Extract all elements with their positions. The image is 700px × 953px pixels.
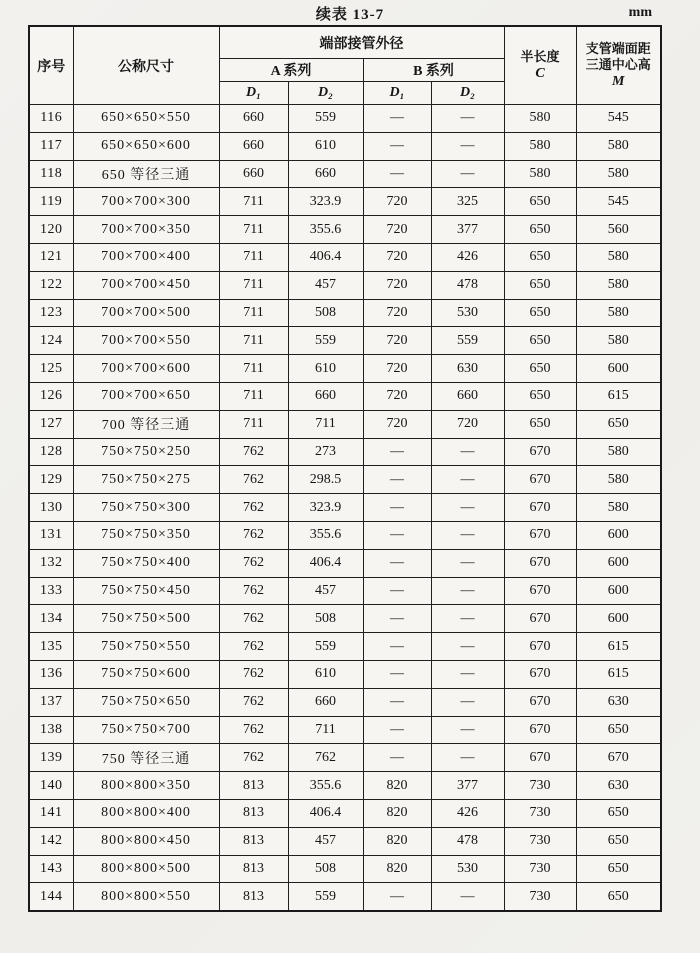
- cell-series-b-d1: —: [363, 438, 431, 466]
- cell-nominal-size: 750×750×600: [73, 660, 219, 688]
- cell-series-b-d1: 820: [363, 827, 431, 855]
- cell-center-height-m: 650: [576, 716, 661, 744]
- cell-nominal-size: 800×800×500: [73, 855, 219, 883]
- cell-series-b-d2: —: [431, 105, 504, 133]
- cell-series-b-d1: 720: [363, 188, 431, 216]
- cell-center-height-m: 580: [576, 466, 661, 494]
- cell-series-b-d1: —: [363, 466, 431, 494]
- cell-center-height-m: 630: [576, 772, 661, 800]
- cell-half-length-c: 650: [504, 243, 576, 271]
- table-row: [29, 188, 661, 216]
- cell-series-a-d1: 711: [219, 355, 288, 383]
- cell-series-b-d1: —: [363, 688, 431, 716]
- table-row: [29, 243, 661, 271]
- cell-nominal-size: 750×750×250: [73, 438, 219, 466]
- cell-half-length-c: 650: [504, 355, 576, 383]
- cell-series-b-d1: —: [363, 605, 431, 633]
- cell-nominal-size: 700 等径三通: [73, 410, 219, 438]
- cell-center-height-m: 545: [576, 188, 661, 216]
- cell-series-a-d1: 762: [219, 633, 288, 661]
- cell-center-height-m: 650: [576, 410, 661, 438]
- cell-nominal-size: 800×800×350: [73, 772, 219, 800]
- cell-series-a-d1: 762: [219, 716, 288, 744]
- cell-series-a-d1: 813: [219, 827, 288, 855]
- cell-center-height-m: 600: [576, 549, 661, 577]
- cell-nominal-size: 800×800×550: [73, 883, 219, 911]
- col-header-series-a: A 系列: [219, 59, 363, 82]
- cell-series-b-d1: 820: [363, 855, 431, 883]
- cell-series-a-d2: 610: [288, 355, 363, 383]
- col-header-end-pipe-od: 端部接管外径: [219, 26, 504, 59]
- cell-series-b-d2: 660: [431, 382, 504, 410]
- cell-series-a-d2: 559: [288, 327, 363, 355]
- cell-series-a-d2: 508: [288, 855, 363, 883]
- cell-series-b-d2: 377: [431, 772, 504, 800]
- cell-nominal-size: 750×750×450: [73, 577, 219, 605]
- cell-center-height-m: 580: [576, 494, 661, 522]
- cell-half-length-c: 730: [504, 799, 576, 827]
- table-row: [29, 855, 661, 883]
- cell-half-length-c: 580: [504, 105, 576, 133]
- table-row: [29, 105, 661, 133]
- table-row: [29, 744, 661, 772]
- cell-series-a-d1: 711: [219, 410, 288, 438]
- cell-nominal-size: 800×800×450: [73, 827, 219, 855]
- cell-half-length-c: 670: [504, 577, 576, 605]
- cell-series-b-d1: 820: [363, 772, 431, 800]
- cell-center-height-m: 670: [576, 744, 661, 772]
- half-length-symbol: C: [535, 65, 545, 81]
- cell-series-b-d1: —: [363, 105, 431, 133]
- cell-series-b-d1: 720: [363, 299, 431, 327]
- cell-series-b-d2: —: [431, 577, 504, 605]
- cell-series-a-d2: 660: [288, 160, 363, 188]
- cell-series-b-d1: —: [363, 883, 431, 911]
- table-row: [29, 772, 661, 800]
- cell-serial: 137: [29, 688, 73, 716]
- cell-serial: 130: [29, 494, 73, 522]
- cell-series-a-d1: 762: [219, 494, 288, 522]
- cell-series-a-d2: 508: [288, 605, 363, 633]
- table-row: [29, 577, 661, 605]
- cell-nominal-size: 700×700×350: [73, 216, 219, 244]
- cell-series-a-d2: 762: [288, 744, 363, 772]
- cell-half-length-c: 730: [504, 827, 576, 855]
- cell-center-height-m: 615: [576, 633, 661, 661]
- cell-half-length-c: 650: [504, 410, 576, 438]
- cell-half-length-c: 670: [504, 660, 576, 688]
- cell-series-b-d2: —: [431, 605, 504, 633]
- table-row: [29, 132, 661, 160]
- cell-series-b-d2: —: [431, 716, 504, 744]
- cell-series-a-d1: 813: [219, 883, 288, 911]
- cell-series-b-d2: 478: [431, 271, 504, 299]
- cell-series-a-d1: 813: [219, 772, 288, 800]
- cell-series-b-d1: —: [363, 549, 431, 577]
- cell-series-b-d1: 720: [363, 216, 431, 244]
- cell-series-b-d1: —: [363, 660, 431, 688]
- cell-center-height-m: 615: [576, 660, 661, 688]
- cell-serial: 129: [29, 466, 73, 494]
- cell-series-b-d2: 720: [431, 410, 504, 438]
- cell-series-a-d2: 298.5: [288, 466, 363, 494]
- cell-half-length-c: 670: [504, 438, 576, 466]
- table-row: [29, 438, 661, 466]
- cell-nominal-size: 800×800×400: [73, 799, 219, 827]
- cell-series-b-d1: —: [363, 744, 431, 772]
- table-row: [29, 327, 661, 355]
- table-row: [29, 355, 661, 383]
- table-row: [29, 160, 661, 188]
- cell-series-a-d1: 762: [219, 660, 288, 688]
- cell-serial: 141: [29, 799, 73, 827]
- table-row: [29, 382, 661, 410]
- cell-series-a-d1: 762: [219, 521, 288, 549]
- cell-center-height-m: 600: [576, 605, 661, 633]
- table-caption: 续表 13-7: [315, 7, 385, 23]
- cell-series-a-d1: 660: [219, 105, 288, 133]
- cell-series-a-d2: 610: [288, 660, 363, 688]
- cell-series-b-d1: —: [363, 160, 431, 188]
- cell-series-b-d2: —: [431, 466, 504, 494]
- cell-series-b-d2: —: [431, 160, 504, 188]
- cell-series-a-d2: 660: [288, 382, 363, 410]
- cell-series-b-d2: 426: [431, 799, 504, 827]
- cell-serial: 120: [29, 216, 73, 244]
- cell-center-height-m: 560: [576, 216, 661, 244]
- cell-series-a-d1: 762: [219, 605, 288, 633]
- cell-center-height-m: 545: [576, 105, 661, 133]
- table-row: [29, 688, 661, 716]
- cell-center-height-m: 580: [576, 327, 661, 355]
- cell-series-a-d2: 508: [288, 299, 363, 327]
- cell-center-height-m: 650: [576, 883, 661, 911]
- cell-center-height-m: 650: [576, 799, 661, 827]
- cell-serial: 116: [29, 105, 73, 133]
- cell-half-length-c: 670: [504, 466, 576, 494]
- cell-series-a-d2: 610: [288, 132, 363, 160]
- cell-series-b-d2: —: [431, 744, 504, 772]
- cell-series-a-d1: 660: [219, 160, 288, 188]
- cell-nominal-size: 700×700×550: [73, 327, 219, 355]
- cell-series-b-d1: —: [363, 577, 431, 605]
- cell-center-height-m: 580: [576, 299, 661, 327]
- col-header-series-b: B 系列: [363, 59, 504, 82]
- cell-series-a-d1: 762: [219, 577, 288, 605]
- cell-series-b-d2: —: [431, 688, 504, 716]
- cell-series-b-d2: —: [431, 494, 504, 522]
- cell-series-b-d2: 325: [431, 188, 504, 216]
- cell-half-length-c: 650: [504, 188, 576, 216]
- cell-series-b-d2: —: [431, 132, 504, 160]
- cell-series-b-d2: 530: [431, 855, 504, 883]
- cell-nominal-size: 750 等径三通: [73, 744, 219, 772]
- cell-series-a-d2: 406.4: [288, 549, 363, 577]
- cell-series-b-d2: 426: [431, 243, 504, 271]
- cell-series-a-d2: 355.6: [288, 521, 363, 549]
- cell-half-length-c: 670: [504, 494, 576, 522]
- cell-nominal-size: 650×650×550: [73, 105, 219, 133]
- cell-nominal-size: 750×750×500: [73, 605, 219, 633]
- table-row: [29, 466, 661, 494]
- cell-half-length-c: 670: [504, 716, 576, 744]
- cell-center-height-m: 580: [576, 160, 661, 188]
- cell-series-a-d1: 711: [219, 382, 288, 410]
- cell-series-b-d1: —: [363, 132, 431, 160]
- cell-series-a-d1: 762: [219, 466, 288, 494]
- cell-series-b-d2: —: [431, 438, 504, 466]
- cell-series-b-d1: 720: [363, 243, 431, 271]
- col-header-b-d1: D₁: [363, 82, 431, 105]
- cell-series-b-d2: —: [431, 549, 504, 577]
- cell-nominal-size: 650×650×600: [73, 132, 219, 160]
- cell-serial: 121: [29, 243, 73, 271]
- cell-series-a-d2: 711: [288, 410, 363, 438]
- cell-series-b-d2: 530: [431, 299, 504, 327]
- cell-half-length-c: 650: [504, 271, 576, 299]
- cell-series-a-d2: 559: [288, 633, 363, 661]
- col-header-b-d2: D₂: [431, 82, 504, 105]
- cell-half-length-c: 650: [504, 382, 576, 410]
- cell-half-length-c: 670: [504, 633, 576, 661]
- cell-series-a-d2: 559: [288, 883, 363, 911]
- cell-serial: 118: [29, 160, 73, 188]
- cell-center-height-m: 600: [576, 355, 661, 383]
- cell-series-b-d1: —: [363, 716, 431, 744]
- cell-series-b-d2: —: [431, 633, 504, 661]
- cell-nominal-size: 750×750×550: [73, 633, 219, 661]
- cell-serial: 127: [29, 410, 73, 438]
- cell-series-b-d2: —: [431, 521, 504, 549]
- cell-half-length-c: 670: [504, 549, 576, 577]
- cell-series-a-d1: 711: [219, 271, 288, 299]
- cell-serial: 138: [29, 716, 73, 744]
- cell-series-a-d2: 323.9: [288, 188, 363, 216]
- cell-series-a-d1: 813: [219, 799, 288, 827]
- cell-nominal-size: 750×750×275: [73, 466, 219, 494]
- cell-half-length-c: 650: [504, 327, 576, 355]
- cell-series-b-d2: 478: [431, 827, 504, 855]
- cell-nominal-size: 750×750×350: [73, 521, 219, 549]
- cell-center-height-m: 650: [576, 827, 661, 855]
- cell-half-length-c: 670: [504, 744, 576, 772]
- cell-series-a-d2: 273: [288, 438, 363, 466]
- cell-center-height-m: 600: [576, 577, 661, 605]
- cell-series-a-d2: 406.4: [288, 799, 363, 827]
- cell-series-a-d2: 457: [288, 827, 363, 855]
- cell-serial: 125: [29, 355, 73, 383]
- cell-serial: 117: [29, 132, 73, 160]
- cell-series-b-d1: 720: [363, 327, 431, 355]
- cell-half-length-c: 730: [504, 772, 576, 800]
- cell-serial: 132: [29, 549, 73, 577]
- cell-series-b-d1: —: [363, 633, 431, 661]
- cell-center-height-m: 580: [576, 132, 661, 160]
- cell-series-a-d1: 711: [219, 188, 288, 216]
- cell-nominal-size: 750×750×700: [73, 716, 219, 744]
- cell-series-a-d2: 406.4: [288, 243, 363, 271]
- table-row: [29, 299, 661, 327]
- cell-series-b-d1: 720: [363, 271, 431, 299]
- cell-half-length-c: 670: [504, 605, 576, 633]
- half-length-label: 半长度: [520, 48, 560, 64]
- cell-serial: 126: [29, 382, 73, 410]
- cell-serial: 119: [29, 188, 73, 216]
- cell-nominal-size: 700×700×650: [73, 382, 219, 410]
- cell-series-a-d2: 660: [288, 688, 363, 716]
- cell-series-a-d1: 711: [219, 299, 288, 327]
- cell-series-a-d2: 323.9: [288, 494, 363, 522]
- unit-label: mm: [628, 5, 652, 20]
- col-header-a-d2: D₂: [288, 82, 363, 105]
- cell-series-a-d2: 355.6: [288, 772, 363, 800]
- table-row: [29, 883, 661, 911]
- table-row: [29, 827, 661, 855]
- table-row: [29, 521, 661, 549]
- cell-center-height-m: 600: [576, 521, 661, 549]
- cell-center-height-m: 580: [576, 438, 661, 466]
- cell-serial: 124: [29, 327, 73, 355]
- cell-series-b-d2: —: [431, 883, 504, 911]
- cell-half-length-c: 730: [504, 883, 576, 911]
- cell-series-a-d2: 559: [288, 105, 363, 133]
- cell-center-height-m: 630: [576, 688, 661, 716]
- cell-serial: 139: [29, 744, 73, 772]
- cell-series-a-d1: 711: [219, 327, 288, 355]
- table-row: [29, 660, 661, 688]
- cell-serial: 140: [29, 772, 73, 800]
- cell-serial: 136: [29, 660, 73, 688]
- cell-half-length-c: 730: [504, 855, 576, 883]
- col-header-serial: 序号: [29, 26, 73, 105]
- table-row: [29, 216, 661, 244]
- cell-serial: 143: [29, 855, 73, 883]
- cell-nominal-size: 650 等径三通: [73, 160, 219, 188]
- cell-half-length-c: 650: [504, 216, 576, 244]
- col-header-a-d1: D₁: [219, 82, 288, 105]
- cell-series-a-d1: 762: [219, 688, 288, 716]
- cell-half-length-c: 670: [504, 521, 576, 549]
- col-header-half-length: [504, 26, 576, 105]
- cell-series-a-d1: 711: [219, 243, 288, 271]
- cell-half-length-c: 650: [504, 299, 576, 327]
- cell-serial: 128: [29, 438, 73, 466]
- cell-series-b-d1: 820: [363, 799, 431, 827]
- branch-height-label-line1: 支管端面距: [585, 40, 651, 56]
- cell-series-a-d2: 711: [288, 716, 363, 744]
- cell-serial: 131: [29, 521, 73, 549]
- cell-series-a-d1: 660: [219, 132, 288, 160]
- cell-series-b-d1: 720: [363, 355, 431, 383]
- table-row: [29, 605, 661, 633]
- cell-nominal-size: 750×750×300: [73, 494, 219, 522]
- cell-series-a-d2: 355.6: [288, 216, 363, 244]
- cell-series-a-d1: 762: [219, 549, 288, 577]
- branch-height-label-line2: 三通中心高: [585, 56, 651, 72]
- cell-series-a-d2: 457: [288, 577, 363, 605]
- cell-nominal-size: 700×700×300: [73, 188, 219, 216]
- cell-half-length-c: 670: [504, 688, 576, 716]
- table-row: [29, 716, 661, 744]
- cell-series-b-d2: 377: [431, 216, 504, 244]
- branch-height-symbol: M: [612, 74, 625, 89]
- cell-serial: 135: [29, 633, 73, 661]
- cell-half-length-c: 580: [504, 132, 576, 160]
- cell-center-height-m: 580: [576, 243, 661, 271]
- table-row: [29, 271, 661, 299]
- cell-serial: 123: [29, 299, 73, 327]
- cell-serial: 134: [29, 605, 73, 633]
- cell-nominal-size: 700×700×500: [73, 299, 219, 327]
- cell-nominal-size: 700×700×600: [73, 355, 219, 383]
- tee-dimension-table: [28, 25, 662, 912]
- cell-series-b-d1: —: [363, 521, 431, 549]
- cell-serial: 144: [29, 883, 73, 911]
- table-row: [29, 799, 661, 827]
- cell-nominal-size: 700×700×400: [73, 243, 219, 271]
- table-row: [29, 549, 661, 577]
- cell-series-b-d2: —: [431, 660, 504, 688]
- cell-series-a-d1: 813: [219, 855, 288, 883]
- table-row: [29, 633, 661, 661]
- cell-series-a-d2: 457: [288, 271, 363, 299]
- cell-half-length-c: 580: [504, 160, 576, 188]
- cell-series-b-d1: —: [363, 494, 431, 522]
- cell-center-height-m: 615: [576, 382, 661, 410]
- cell-series-b-d2: 559: [431, 327, 504, 355]
- cell-series-a-d1: 711: [219, 216, 288, 244]
- table-row: [29, 494, 661, 522]
- cell-nominal-size: 700×700×450: [73, 271, 219, 299]
- cell-serial: 133: [29, 577, 73, 605]
- cell-nominal-size: 750×750×400: [73, 549, 219, 577]
- cell-series-b-d1: 720: [363, 382, 431, 410]
- col-header-branch-height: [576, 26, 661, 105]
- cell-nominal-size: 750×750×650: [73, 688, 219, 716]
- cell-series-b-d2: 630: [431, 355, 504, 383]
- cell-series-a-d1: 762: [219, 438, 288, 466]
- cell-center-height-m: 650: [576, 855, 661, 883]
- cell-series-b-d1: 720: [363, 410, 431, 438]
- cell-serial: 122: [29, 271, 73, 299]
- cell-series-a-d1: 762: [219, 744, 288, 772]
- col-header-nominal-size: 公称尺寸: [73, 26, 219, 105]
- cell-serial: 142: [29, 827, 73, 855]
- cell-center-height-m: 580: [576, 271, 661, 299]
- table-row: [29, 410, 661, 438]
